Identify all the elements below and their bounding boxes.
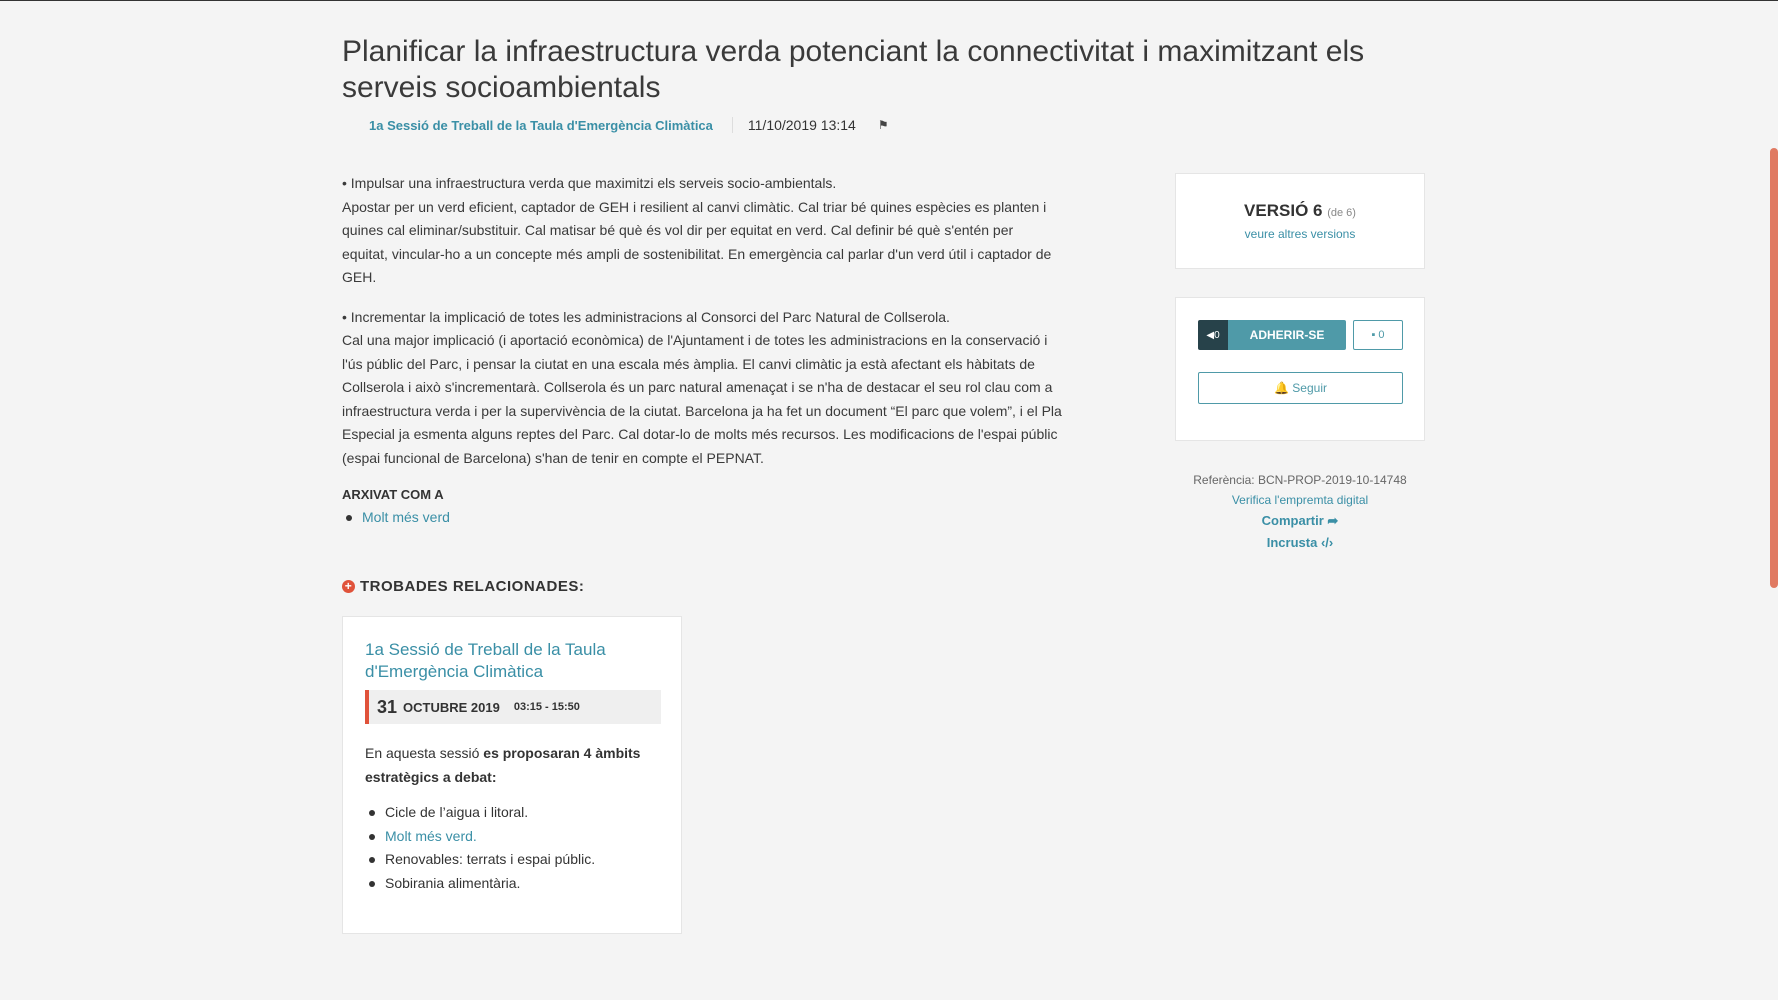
comment-icon: ▪ bbox=[1371, 329, 1376, 341]
archived-heading: ARXIVAT COM A bbox=[342, 487, 444, 502]
meeting-month: OCTUBRE 2019 bbox=[403, 699, 500, 715]
meeting-desc-bold: es proposaran 4 àmbits estratègics a debat: bbox=[365, 745, 641, 785]
meeting-description bbox=[365, 741, 661, 789]
meeting-title-link[interactable]: 1a Sessió de Treball de la Taula d'Emergència Climàtica bbox=[365, 640, 606, 681]
meeting-hours: 03:15 - 15:50 bbox=[513, 701, 580, 713]
comments-button[interactable]: ▪ 0 bbox=[1353, 320, 1403, 350]
top-border bbox=[0, 0, 1778, 1]
list-item: Sobirania alimentària. bbox=[365, 872, 595, 896]
publish-date: 11/10/2019 13:14 bbox=[747, 117, 856, 133]
share-icon: ➦ bbox=[1327, 513, 1339, 528]
version-panel bbox=[1175, 173, 1425, 269]
list-item-link[interactable]: Molt més verd. bbox=[365, 825, 595, 849]
body-paragraph: • Impulsar una infraestructura verda que maximitzi els serveis socio-ambientals. Apostar per un verd eficient, captador de GEH i resilient al canvi climàtic. Cal triar bé quines espècies es planten i quines cal eliminar/substituir. Cal matisar bé què és vol dir per equitat en verd. Cal definir bé què s'entén per equitat, vincular-ho a un concepte més ampli de sostenibilitat. En emergència cal parlar d'un verd útil i captador de GEH. bbox=[342, 175, 1052, 285]
meeting-desc-text: En aquesta sessió bbox=[365, 745, 484, 761]
page-title: Planificar la infraestructura verda potenciant la connectivitat i maximitzant els serveis socioambientals bbox=[342, 35, 1365, 104]
archived-item-link[interactable]: Molt més verd bbox=[362, 509, 450, 525]
support-count: ◀ 0 bbox=[1198, 320, 1228, 350]
reference-text: Referència: BCN-PROP-2019-10-14748 bbox=[1193, 473, 1407, 487]
proposal-meta bbox=[342, 114, 889, 136]
side-links bbox=[1175, 470, 1425, 554]
verify-link[interactable]: Verifica l'empremta digital bbox=[1231, 493, 1369, 507]
scrollbar-thumb[interactable] bbox=[1770, 148, 1778, 588]
list-item: Renovables: terrats i espai públic. bbox=[365, 848, 595, 872]
meeting-topics bbox=[365, 801, 595, 895]
meta-divider bbox=[732, 117, 733, 133]
bell-icon: 🔔 bbox=[1274, 381, 1289, 395]
embed-link[interactable]: Incrusta ‹/› bbox=[1266, 535, 1334, 550]
meeting-day: 31 bbox=[377, 696, 398, 717]
actions-panel bbox=[1175, 297, 1425, 441]
related-heading-label: TROBADES RELACIONADES: bbox=[360, 578, 585, 595]
flag-icon[interactable]: ⚑ bbox=[877, 118, 889, 132]
meeting-date bbox=[365, 690, 661, 724]
megaphone-icon: ◀ bbox=[1206, 329, 1215, 341]
meeting-card[interactable] bbox=[342, 616, 682, 934]
versions-link[interactable]: veure altres versions bbox=[1244, 227, 1356, 241]
proposal-body bbox=[342, 172, 1062, 486]
version-label: VERSIÓ 6 (de 6) bbox=[1244, 201, 1356, 220]
support-label[interactable]: ADHERIR-SE bbox=[1228, 320, 1346, 350]
plus-circle-icon: + bbox=[342, 580, 355, 593]
list-item: Cicle de l’aigua i litoral. bbox=[365, 801, 595, 825]
bullet bbox=[346, 515, 352, 521]
archived-list bbox=[346, 509, 450, 525]
author-link[interactable]: 1a Sessió de Treball de la Taula d'Emergència Climàtica bbox=[369, 117, 713, 133]
body-paragraph: • Incrementar la implicació de totes les administracions al Consorci del Parc Natural de Collserola. Cal una major implicació (i aportació econòmica) de l'Ajuntament i de totes les administracions en la conservació i l'ús públic del Parc, i pensar la ciutat en una escala més àmplia. El canvi climàtic ja està afectant els hàbitats de Collserola i això s'incrementarà. Collserola és un parc natural amenaçat i se n'ha de destacar el seu rol clau com a infraestructura verda i per la supervivència de la ciutat. Barcelona ja ha fet un document “El parc que volem”, i el Pla Especial ja esmenta alguns reptes del Parc. Cal dotar-lo de molts més recursos. Les modificacions de l'espai públic (espai funcional de Barcelona) s'han de tenir en compte el PEPNAT. bbox=[342, 308, 1062, 466]
code-icon: ‹/› bbox=[1320, 535, 1334, 550]
follow-button[interactable]: 🔔 Seguir bbox=[1198, 372, 1403, 404]
share-link[interactable]: Compartir ➦ bbox=[1261, 513, 1339, 528]
support-button[interactable] bbox=[1198, 320, 1346, 350]
related-meetings-heading bbox=[342, 578, 584, 595]
